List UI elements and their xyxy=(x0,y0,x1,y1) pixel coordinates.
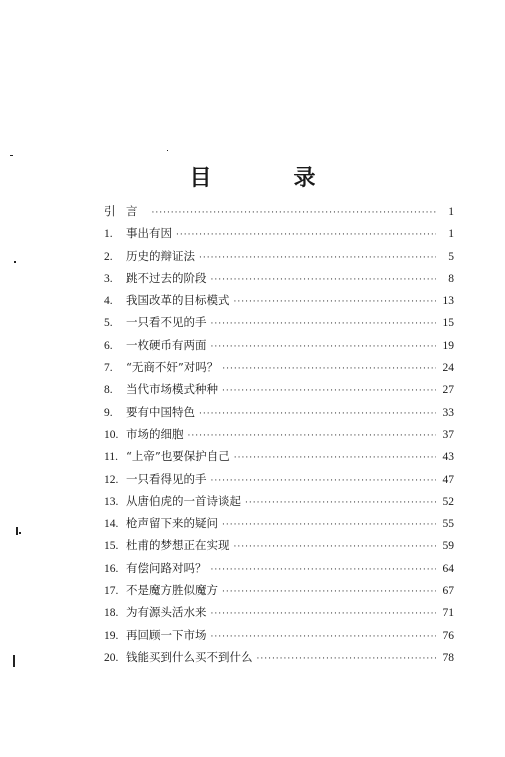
toc-entry xyxy=(104,200,454,222)
toc-entry-title: 事出有因 xyxy=(126,226,172,241)
toc-entry-title: 要有中国特色 xyxy=(126,404,195,419)
toc-entry-page: 76 xyxy=(442,629,454,642)
toc-entry-page: 27 xyxy=(442,384,454,397)
toc-title: 目 录 xyxy=(189,165,346,191)
toc-dot-leader xyxy=(257,648,437,670)
toc-entry-title: 一枚硬币有两面 xyxy=(126,337,207,352)
toc-dot-leader xyxy=(245,492,436,514)
toc-entry-page: 71 xyxy=(442,607,454,620)
toc-entry-number: 2. xyxy=(104,250,113,263)
toc-entry-page: 37 xyxy=(442,428,454,441)
toc-entry-number: 3. xyxy=(104,272,113,285)
toc-entry-number: 16. xyxy=(104,562,119,575)
toc-entry-page: 1 xyxy=(448,206,454,218)
toc-dot-leader xyxy=(234,536,437,558)
toc-entry-number: 20. xyxy=(104,651,119,664)
toc-entry-page: 1 xyxy=(448,228,454,241)
toc-entry-page: 24 xyxy=(442,362,454,375)
toc-entry-title: 枪声留下来的疑问 xyxy=(126,516,218,531)
toc-entry-number: 13. xyxy=(104,495,119,508)
toc-dot-leader xyxy=(188,425,437,447)
toc-entry-title: 不是魔方胜似魔方 xyxy=(126,583,218,598)
scan-speck xyxy=(13,655,15,667)
toc-dot-leader xyxy=(211,336,437,358)
toc-entry-title: 当代市场模式种种 xyxy=(126,382,218,397)
toc-entry-number: 17. xyxy=(104,585,119,598)
toc-entry xyxy=(104,356,454,378)
toc-entry-number: 15. xyxy=(104,540,119,553)
toc-entry xyxy=(104,557,454,579)
toc-dot-leader xyxy=(211,626,437,648)
toc-entry xyxy=(104,222,454,244)
toc-entry-number: 10. xyxy=(104,428,119,441)
toc-entry-title: 从唐伯虎的一首诗谈起 xyxy=(126,493,241,508)
toc-entry xyxy=(104,267,454,289)
toc-entry-number: 1. xyxy=(104,228,113,241)
toc-entry xyxy=(104,245,454,267)
toc-entry-title: 我国改革的目标模式 xyxy=(126,293,230,308)
toc-dot-leader xyxy=(199,247,436,269)
toc-dot-leader xyxy=(211,470,437,492)
toc-dot-leader xyxy=(234,447,436,469)
toc-list xyxy=(104,200,454,668)
toc-entry-title: 一只看不见的手 xyxy=(126,315,207,330)
toc-entry xyxy=(104,601,454,623)
toc-entry xyxy=(104,311,454,333)
toc-entry-page: 67 xyxy=(442,585,454,598)
toc-dot-leader xyxy=(222,514,436,536)
toc-entry-page: 8 xyxy=(448,272,454,285)
toc-entry-title: 有偿问路对吗？ xyxy=(126,560,207,575)
scan-speck xyxy=(167,150,168,151)
scan-speck xyxy=(10,155,13,156)
toc-entry-page: 15 xyxy=(442,317,454,330)
scan-speck xyxy=(14,261,16,263)
toc-entry-title: 钱能买到什么买不到什么 xyxy=(126,649,253,664)
toc-entry-number: 6. xyxy=(104,339,113,352)
toc-entry-title: 言 xyxy=(126,204,148,218)
toc-dot-leader xyxy=(199,403,436,425)
toc-entry-number: 7. xyxy=(104,362,113,375)
toc-entry xyxy=(104,579,454,601)
toc-entry-page: 59 xyxy=(442,540,454,553)
toc-entry-number: 19. xyxy=(104,629,119,642)
toc-entry-page: 64 xyxy=(442,562,454,575)
toc-entry xyxy=(104,512,454,534)
toc-entry-number: 5. xyxy=(104,317,113,330)
scan-speck xyxy=(19,532,21,534)
toc-entry xyxy=(104,289,454,311)
toc-entry-number: 12. xyxy=(104,473,119,486)
toc-dot-leader xyxy=(152,202,437,224)
toc-entry-title: 历史的辩证法 xyxy=(126,248,195,263)
toc-entry-page: 33 xyxy=(442,406,454,419)
toc-entry xyxy=(104,401,454,423)
toc-entry-title: “无商不奸”对吗？ xyxy=(126,360,219,375)
toc-entry xyxy=(104,646,454,668)
toc-entry-page: 43 xyxy=(442,451,454,464)
toc-entry-number: 4. xyxy=(104,295,113,308)
toc-entry xyxy=(104,423,454,445)
toc-entry-title: 为有源头活水来 xyxy=(126,605,207,620)
toc-entry xyxy=(104,445,454,467)
toc-entry-title: 杜甫的梦想正在实现 xyxy=(126,538,230,553)
toc-entry-title: 再回顾一下市场 xyxy=(126,627,207,642)
toc-entry-title: 一只看得见的手 xyxy=(126,471,207,486)
toc-entry-title: 市场的细胞 xyxy=(126,426,184,441)
toc-entry-page: 5 xyxy=(448,250,454,263)
toc-entry-page: 19 xyxy=(442,339,454,352)
toc-entry-number: 14. xyxy=(104,518,119,531)
toc-entry xyxy=(104,468,454,490)
toc-entry-page: 52 xyxy=(442,495,454,508)
toc-entry-number: 9. xyxy=(104,406,113,419)
toc-dot-leader xyxy=(222,358,436,380)
toc-entry xyxy=(104,490,454,512)
toc-dot-leader xyxy=(234,291,437,313)
toc-dot-leader xyxy=(222,380,436,402)
toc-entry-number: 8. xyxy=(104,384,113,397)
toc-entry-number: 引 xyxy=(104,206,116,218)
toc-dot-leader xyxy=(211,559,437,581)
toc-entry xyxy=(104,624,454,646)
scan-speck xyxy=(16,527,18,535)
toc-entry-page: 78 xyxy=(442,651,454,664)
toc-dot-leader xyxy=(211,313,437,335)
toc-entry-number: 11. xyxy=(104,451,118,464)
toc-entry-page: 13 xyxy=(442,295,454,308)
toc-entry xyxy=(104,534,454,556)
toc-dot-leader xyxy=(211,603,437,625)
toc-entry-page: 47 xyxy=(442,473,454,486)
toc-entry xyxy=(104,334,454,356)
toc-entry-title: 跳不过去的阶段 xyxy=(126,270,207,285)
toc-dot-leader xyxy=(211,269,437,291)
toc-entry-page: 55 xyxy=(442,518,454,531)
toc-dot-leader xyxy=(176,224,436,246)
toc-entry-number: 18. xyxy=(104,607,119,620)
toc-dot-leader xyxy=(222,581,436,603)
toc-entry xyxy=(104,378,454,400)
toc-entry-title: “上帝”也要保护自己 xyxy=(126,449,230,464)
